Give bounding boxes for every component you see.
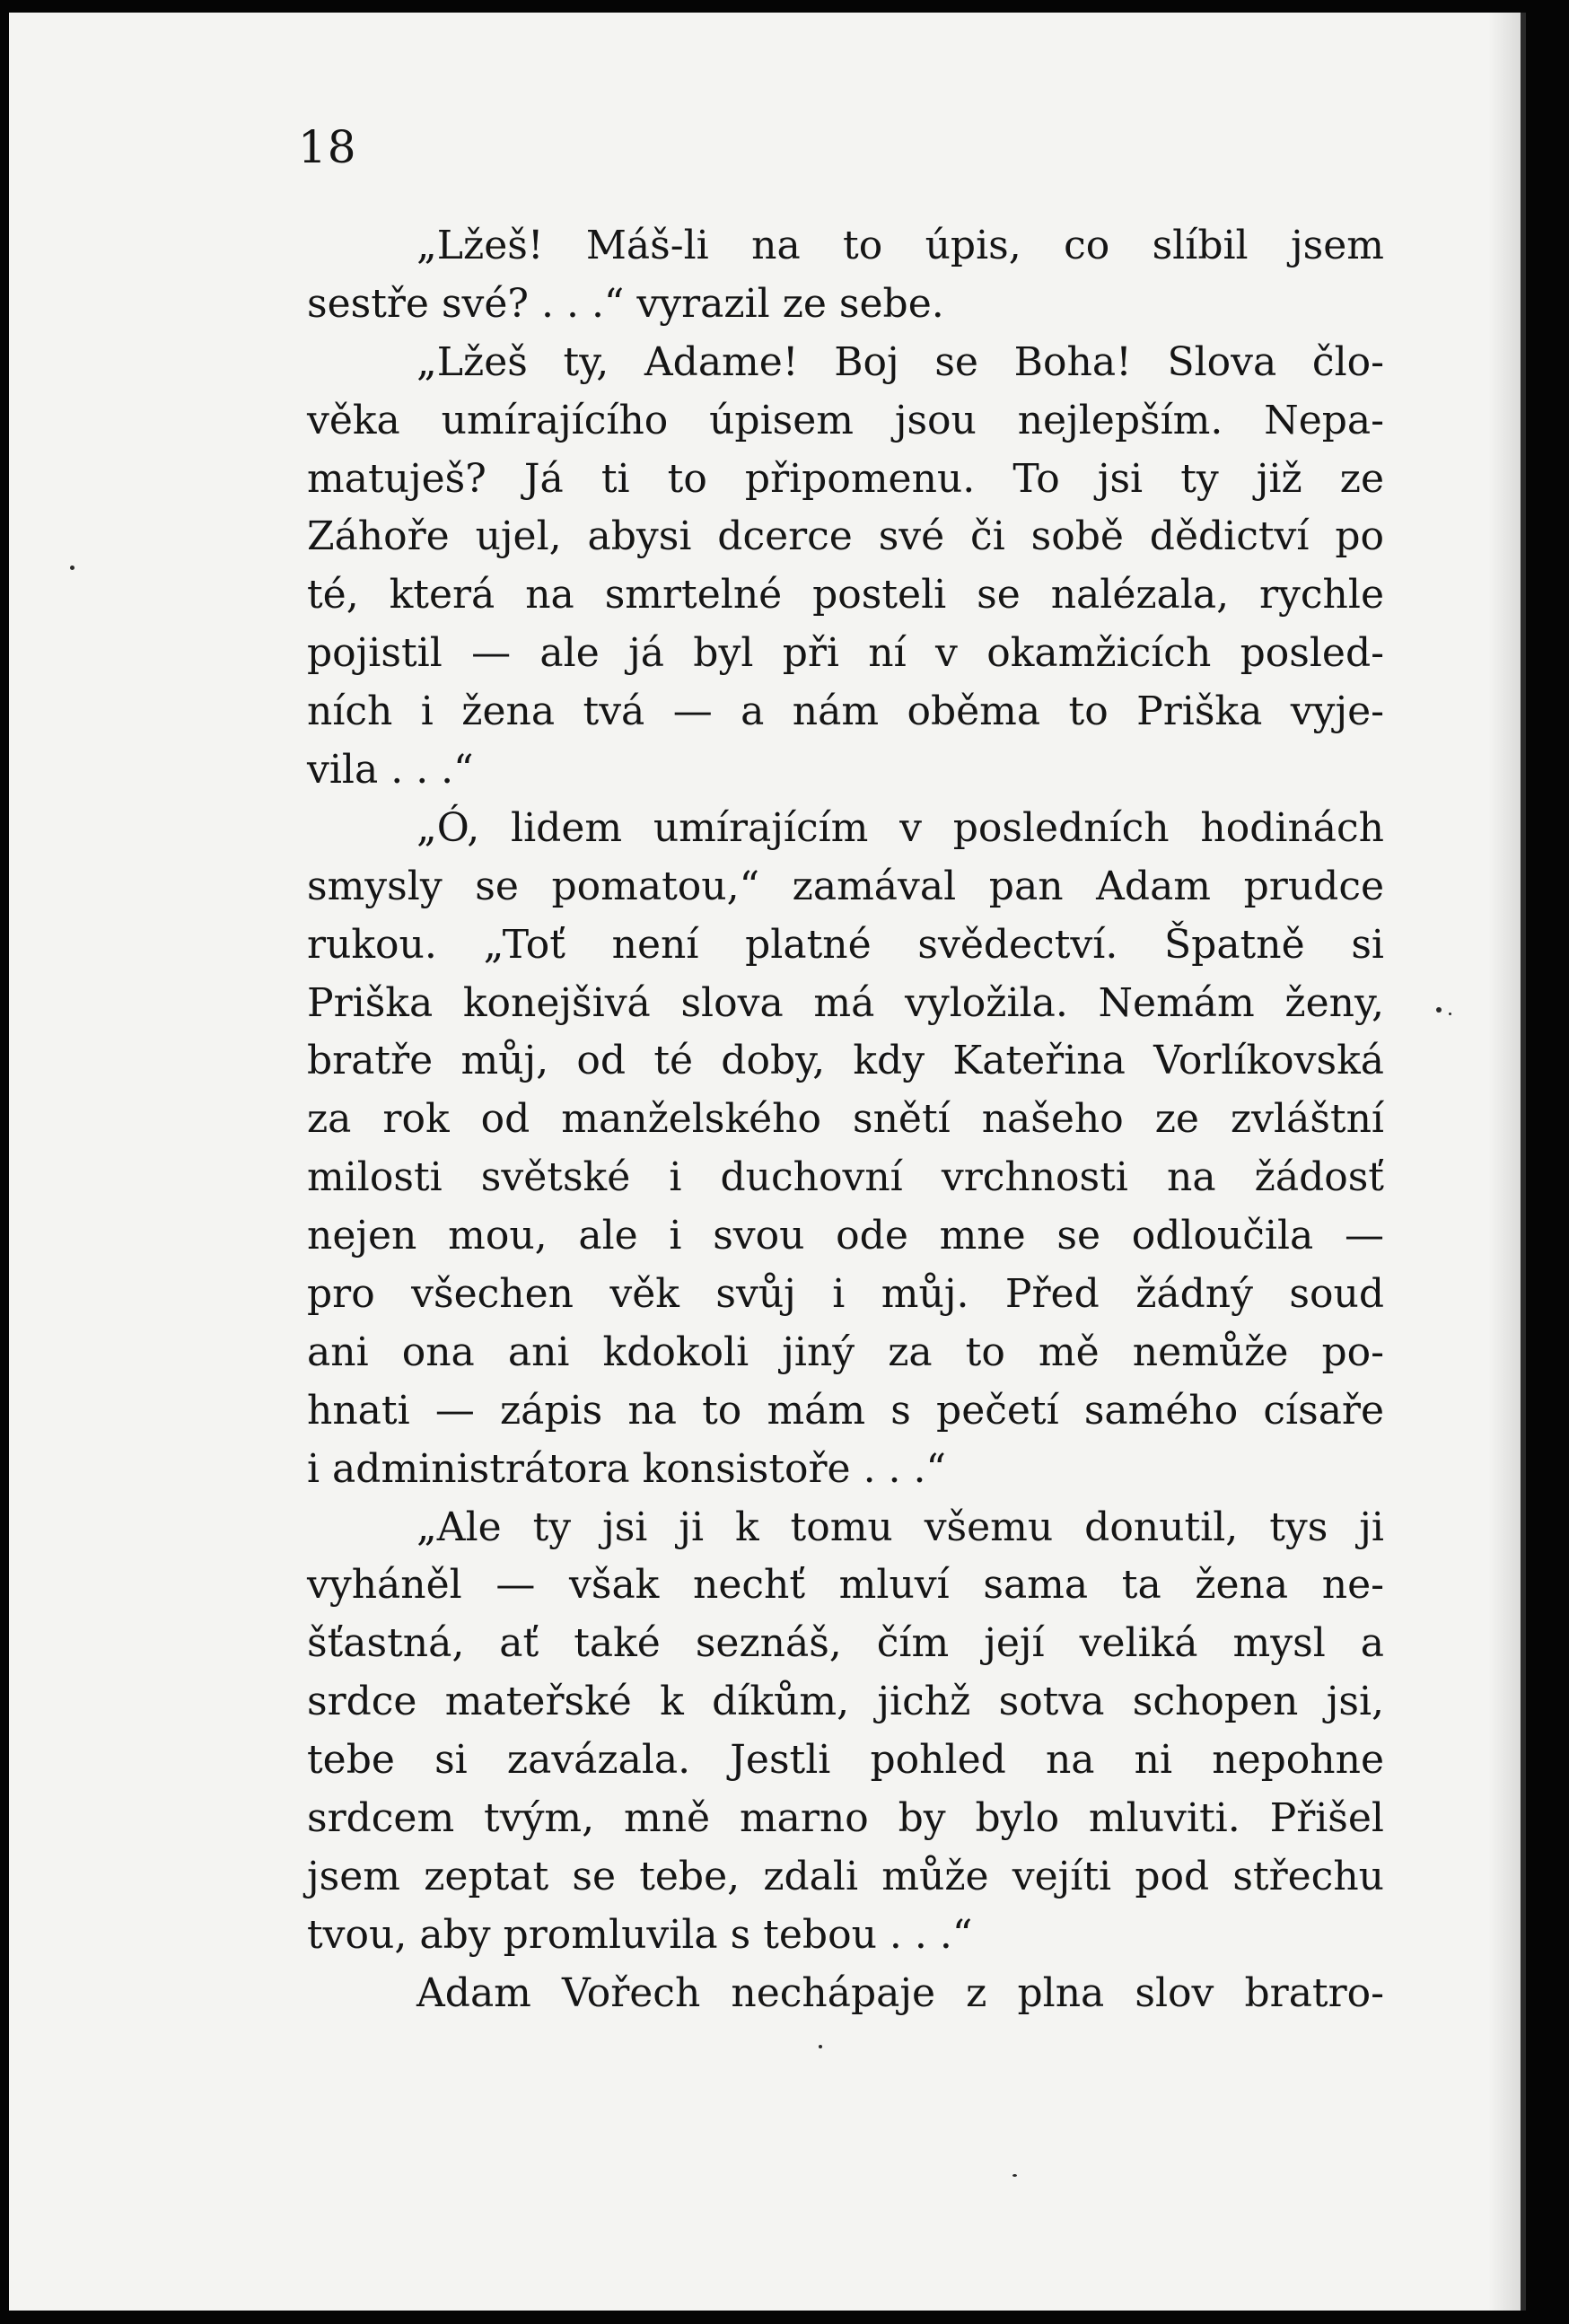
page-edge-shadow — [1488, 13, 1521, 2311]
text-line: i administrátora konsistoře . . .“ — [307, 1445, 946, 1492]
text-line: vila . . .“ — [307, 747, 474, 794]
text-line: nejen mou, ale i svou ode mne se odloučila — — [307, 1213, 1384, 1259]
text-line: ních i žena tvá — a nám oběma to Priška vyje- — [307, 688, 1384, 735]
text-line: „Lžeš ty, Adame! Boj se Boha! Slova člo- — [416, 338, 1384, 385]
text-line: za rok od manželského snětí našeho ze zvláštní — [307, 1096, 1384, 1143]
scan-speck — [70, 566, 75, 570]
text-line: šťastná, ať také seznáš, čím její veliká mysl a — [307, 1620, 1384, 1667]
text-line: Adam Vořech nechápaje z plna slov bratro- — [416, 1969, 1384, 2016]
scan-speck — [819, 2045, 822, 2048]
page-number: 18 — [298, 121, 357, 173]
text-line: tvou, aby promluvila s tebou . . .“ — [307, 1911, 973, 1958]
text-line: „Lžeš! Máš-li na to úpis, co slíbil jsem — [416, 223, 1384, 268]
text-line: pojistil — ale já byl při ní v okamžicích posled- — [307, 630, 1384, 677]
text-line: rukou. „Toť není platné svědectví. Špatně si — [307, 921, 1384, 968]
text-line: ani ona ani kdokoli jiný za to mě nemůže po- — [307, 1329, 1384, 1375]
text-line: tebe si zavázala. Jestli pohled na ni nepohne — [307, 1737, 1384, 1784]
text-line: Záhoře ujel, abysi dcerce své či sobě dědictví po — [307, 513, 1384, 560]
text-line: vyháněl — však nechť mluví sama ta žena ne- — [307, 1562, 1384, 1609]
scan-speck — [1436, 1007, 1442, 1013]
text-line: milosti světské i duchovní vrchnosti na žádosť — [307, 1154, 1384, 1201]
text-line: pro všechen věk svůj i můj. Před žádný soud — [307, 1271, 1384, 1318]
body-text — [307, 217, 1384, 2023]
text-line: matuješ? Já ti to připomenu. To jsi ty již ze — [307, 455, 1384, 502]
text-line: bratře můj, od té doby, kdy Kateřina Vorlíkovská — [307, 1038, 1384, 1084]
text-line: smysly se pomatou,“ zamával pan Adam prudce — [307, 863, 1384, 909]
text-line: „Ale ty jsi ji k tomu všemu donutil, tys ji — [416, 1504, 1384, 1550]
book-page — [9, 13, 1526, 2311]
scan-speck — [1449, 1013, 1451, 1015]
text-line: jsem zeptat se tebe, zdali může vejíti pod střechu — [307, 1853, 1384, 1899]
text-line: sestře své? . . .“ vyrazil ze sebe. — [307, 280, 944, 327]
text-line: věka umírajícího úpisem jsou nejlepším. Nepa- — [307, 397, 1384, 443]
text-line: „Ó, lidem umírajícím v posledních hodinách — [416, 804, 1384, 851]
text-line: hnati — zápis na to mám s pečetí samého císaře — [307, 1387, 1384, 1434]
scan-speck — [1012, 2174, 1017, 2177]
text-line: té, která na smrtelné posteli se nalézala, rychle — [307, 572, 1384, 618]
text-line: srdcem tvým, mně marno by bylo mluviti. Přišel — [307, 1795, 1384, 1842]
text-line: srdce mateřské k díkům, jichž sotva schopen jsi, — [307, 1679, 1384, 1725]
text-line: Priška konejšivá slova má vyložila. Nemám ženy, — [307, 979, 1384, 1026]
